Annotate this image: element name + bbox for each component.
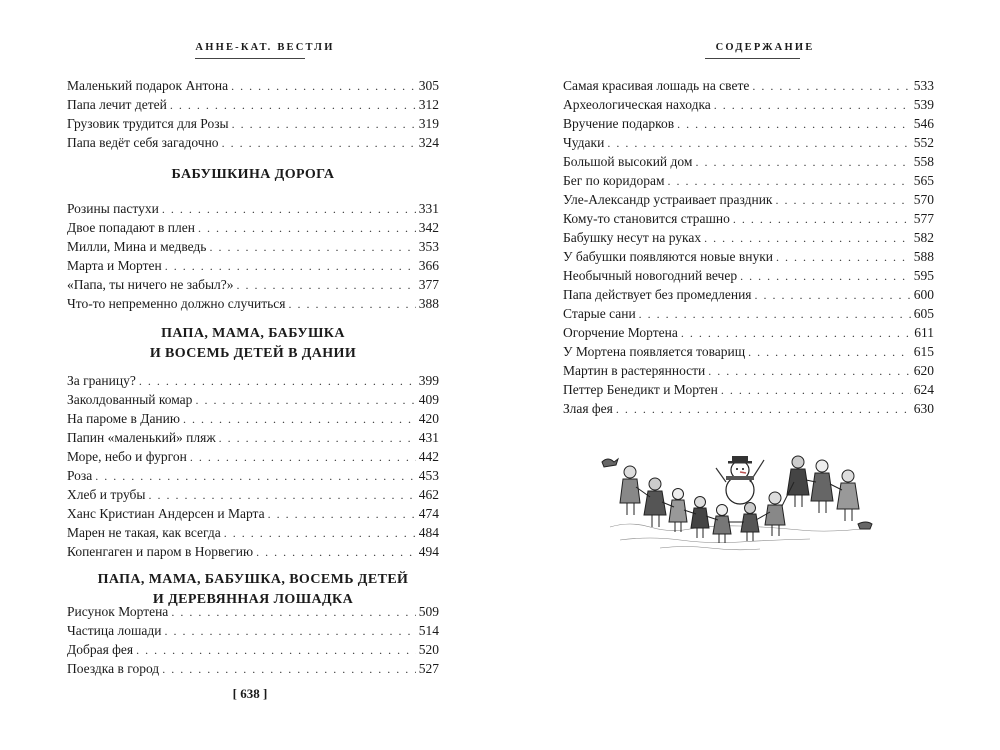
toc-entry-title: Что-то непременно должно случиться: [67, 296, 286, 311]
toc-entry-page: 588: [913, 249, 934, 264]
toc-section-1: [67, 199, 439, 313]
toc-entry-page: 570: [913, 192, 934, 207]
toc-entry-page: 409: [418, 392, 439, 407]
toc-entry-title: Мартин в растерянности: [563, 363, 706, 378]
toc-entry: [67, 542, 439, 561]
toc-leader-dots: [139, 372, 416, 391]
toc-entry-page: 377: [418, 277, 439, 292]
toc-leader-dots: [721, 381, 911, 400]
toc-entry: [67, 602, 439, 621]
toc-leader-dots: [740, 267, 911, 286]
toc-entry-title: Рисунок Мортена: [67, 604, 169, 619]
toc-entry-title: Милли, Мина и медведь: [67, 239, 207, 254]
toc-entry-title: За границу?: [67, 373, 136, 388]
toc-leader-dots: [222, 134, 416, 153]
toc-entry-page: 509: [418, 604, 439, 619]
toc-entry-title: Грузовик трудится для Розы: [67, 116, 229, 131]
right-page: [500, 0, 1000, 750]
toc-section-2: [67, 371, 439, 561]
toc-leader-dots: [198, 219, 416, 238]
toc-entry: [563, 171, 934, 190]
toc-entry-page: 388: [418, 296, 439, 311]
toc-entry: [67, 640, 439, 659]
toc-leader-dots: [190, 448, 416, 467]
toc-entry: [563, 114, 934, 133]
toc-entry-title: Старые сани: [563, 306, 636, 321]
toc-entry-page: 520: [418, 642, 439, 657]
toc-leader-dots: [231, 77, 416, 96]
toc-entry: [67, 428, 439, 447]
toc-entry: [563, 228, 934, 247]
toc-entry-page: 366: [418, 258, 439, 273]
toc-leader-dots: [639, 305, 911, 324]
toc-entry-page: 615: [913, 344, 934, 359]
toc-leader-dots: [733, 210, 911, 229]
section-heading-line-1: ПАПА, МАМА, БАБУШКА, ВОСЕМЬ ДЕТЕЙ: [97, 572, 409, 587]
toc-leader-dots: [748, 343, 911, 362]
toc-entry: [563, 285, 934, 304]
toc-leader-dots: [776, 248, 911, 267]
toc-entry-page: 605: [913, 306, 934, 321]
toc-leader-dots: [289, 295, 416, 314]
toc-entry-title: Папин «маленький» пляж: [67, 430, 216, 445]
toc-leader-dots: [170, 96, 416, 115]
section-heading-line-2: И ВОСЕМЬ ДЕТЕЙ В ДАНИИ: [149, 346, 357, 361]
toc-entry-title: Бабушку несут на руках: [563, 230, 702, 245]
toc-entry-page: 431: [418, 430, 439, 445]
toc-entry-title: Добрая фея: [67, 642, 134, 657]
toc-entry-page: 331: [418, 201, 439, 216]
toc-entry-page: 353: [418, 239, 439, 254]
toc-leader-dots: [668, 172, 911, 191]
toc-leader-dots: [183, 410, 416, 429]
running-head-author: АННЕ-КАТ. ВЕСТЛИ: [195, 42, 335, 53]
toc-entry: [67, 76, 439, 95]
toc-entry: [67, 390, 439, 409]
toc-entry-page: 442: [418, 449, 439, 464]
toc-entry-page: 595: [913, 268, 934, 283]
toc-leader-dots: [162, 660, 416, 679]
toc-entry-title: Поездка в город: [67, 661, 160, 676]
toc-entry-page: 624: [913, 382, 934, 397]
toc-entry-title: Заколдованный комар: [67, 392, 193, 407]
toc-entry: [67, 133, 439, 152]
toc-entry: [563, 399, 934, 418]
toc-entry-title: Петтер Бенедикт и Мортен: [563, 382, 718, 397]
toc-entry-title: Необычный новогодний вечер: [563, 268, 738, 283]
toc-entry-page: 484: [418, 525, 439, 540]
toc-entry-title: Роза: [67, 468, 93, 483]
toc-entry-page: 577: [913, 211, 934, 226]
toc-entry-page: 342: [418, 220, 439, 235]
section-heading-babushkina-doroga: [67, 165, 439, 185]
toc-entry: [563, 95, 934, 114]
toc-leader-dots: [95, 467, 416, 486]
toc-leader-dots: [714, 96, 911, 115]
toc-right: [563, 76, 934, 418]
toc-entry-title: Марта и Мортен: [67, 258, 162, 273]
toc-entry-title: Папа лечит детей: [67, 97, 167, 112]
toc-leader-dots: [232, 115, 416, 134]
toc-entry-title: У бабушки появляются новые внуки: [563, 249, 773, 264]
toc-entry: [563, 190, 934, 209]
toc-leader-dots: [695, 153, 910, 172]
toc-section-3: [67, 602, 439, 678]
toc-entry-page: 305: [418, 78, 439, 93]
toc-leader-dots: [195, 391, 415, 410]
toc-entry: [563, 247, 934, 266]
toc-entry-page: 565: [913, 173, 934, 188]
toc-entry: [563, 342, 934, 361]
toc-entry: [67, 275, 439, 294]
toc-entry-title: Чудаки: [563, 135, 605, 150]
toc-entry: [67, 237, 439, 256]
toc-entry: [563, 304, 934, 323]
toc-entry-page: 539: [913, 97, 934, 112]
toc-entry-page: 533: [913, 78, 934, 93]
toc-entry: [563, 323, 934, 342]
toc-entry: [67, 256, 439, 275]
toc-entry-page: 552: [913, 135, 934, 150]
toc-entry: [67, 294, 439, 313]
toc-leader-dots: [164, 622, 415, 641]
toc-entry: [67, 218, 439, 237]
toc-leader-dots: [219, 429, 416, 448]
toc-entry: [563, 266, 934, 285]
toc-leader-dots: [136, 641, 416, 660]
toc-entry-title: Бег по коридорам: [563, 173, 665, 188]
toc-entry-page: 630: [913, 401, 934, 416]
toc-entry-title: Марен не такая, как всегда: [67, 525, 221, 540]
toc-entry-page: 453: [418, 468, 439, 483]
toc-entry-title: Двое попадают в плен: [67, 220, 195, 235]
section-heading-text: БАБУШКИНА ДОРОГА: [171, 167, 335, 182]
toc-leader-dots: [616, 400, 911, 419]
running-head-rule: [705, 58, 800, 59]
toc-leader-dots: [681, 324, 911, 343]
toc-entry: [67, 371, 439, 390]
toc-entry: [563, 152, 934, 171]
toc-leader-dots: [148, 486, 415, 505]
toc-leader-dots: [209, 238, 415, 257]
toc-entry-title: Злая фея: [563, 401, 613, 416]
toc-entry: [563, 76, 934, 95]
toc-leader-dots: [704, 229, 911, 248]
toc-entry-page: 420: [418, 411, 439, 426]
toc-entry-title: Уле-Александр устраивает праздник: [563, 192, 773, 207]
toc-entry-page: 558: [913, 154, 934, 169]
toc-entry-title: Маленький подарок Антона: [67, 78, 229, 93]
toc-entry: [67, 95, 439, 114]
section-heading-line-1: ПАПА, МАМА, БАБУШКА: [161, 326, 345, 341]
toc-entry: [67, 447, 439, 466]
toc-entry-title: Большой высокий дом: [563, 154, 693, 169]
toc-entry-title: Ханс Кристиан Андерсен и Марта: [67, 506, 265, 521]
page-number: [ 638 ]: [232, 686, 268, 701]
toc-entry-page: 399: [418, 373, 439, 388]
toc-entry-title: Огорчение Мортена: [563, 325, 678, 340]
toc-entry-page: 620: [913, 363, 934, 378]
toc-entry-page: 319: [418, 116, 439, 131]
toc-entry: [67, 466, 439, 485]
toc-entry: [67, 199, 439, 218]
toc-leader-dots: [776, 191, 911, 210]
toc-entry-title: Копенгаген и паром в Норвегию: [67, 544, 254, 559]
toc-leader-dots: [607, 134, 910, 153]
toc-entry: [563, 361, 934, 380]
toc-entry-page: 474: [418, 506, 439, 521]
toc-leader-dots: [224, 524, 416, 543]
toc-leader-dots: [162, 200, 416, 219]
toc-leader-dots: [752, 77, 910, 96]
toc-leader-dots: [165, 257, 416, 276]
toc-entry-title: На пароме в Данию: [67, 411, 180, 426]
toc-entry-title: Самая красивая лошадь на свете: [563, 78, 750, 93]
toc-leader-dots: [755, 286, 911, 305]
running-head-contents: СОДЕРЖАНИЕ: [715, 42, 815, 53]
toc-entry-title: Море, небо и фургон: [67, 449, 187, 464]
toc-leader-dots: [171, 603, 415, 622]
toc-entry-title: «Папа, ты ничего не забыл?»: [67, 277, 234, 292]
toc-entry: [67, 485, 439, 504]
toc-entry: [563, 209, 934, 228]
snowman-icon: [716, 456, 764, 504]
toc-leader-dots: [237, 276, 416, 295]
toc-entry-title: Хлеб и трубы: [67, 487, 146, 502]
toc-entry-title: Папа ведёт себя загадочно: [67, 135, 219, 150]
toc-entry-page: 611: [914, 325, 934, 340]
snowman-round-dance-illustration: [600, 432, 880, 552]
toc-block-1: [67, 76, 439, 152]
toc-entry-page: 462: [418, 487, 439, 502]
toc-entry-page: 600: [913, 287, 934, 302]
section-heading-line-2: И ДЕРЕВЯННАЯ ЛОШАДКА: [152, 592, 354, 607]
toc-entry: [67, 659, 439, 678]
section-heading-denmark: [67, 324, 439, 364]
toc-leader-dots: [256, 543, 416, 562]
toc-entry-page: 546: [913, 116, 934, 131]
toc-entry-page: 494: [418, 544, 439, 559]
toc-entry-title: У Мортена появляется товарищ: [563, 344, 746, 359]
toc-leader-dots: [677, 115, 911, 134]
toc-entry-title: Археологическая находка: [563, 97, 711, 112]
toc-entry-page: 582: [913, 230, 934, 245]
toc-entry-title: Розины пастухи: [67, 201, 159, 216]
toc-entry: [67, 409, 439, 428]
toc-entry: [67, 621, 439, 640]
toc-entry: [67, 523, 439, 542]
toc-entry: [67, 504, 439, 523]
toc-entry: [67, 114, 439, 133]
toc-entry: [563, 380, 934, 399]
toc-entry: [563, 133, 934, 152]
toc-entry-page: 514: [418, 623, 439, 638]
toc-entry-page: 527: [418, 661, 439, 676]
toc-leader-dots: [268, 505, 416, 524]
toc-entry-page: 312: [418, 97, 439, 112]
toc-leader-dots: [708, 362, 910, 381]
toc-entry-page: 324: [418, 135, 439, 150]
toc-entry-title: Кому-то становится страшно: [563, 211, 730, 226]
toc-entry-title: Вручение подарков: [563, 116, 675, 131]
toc-entry-title: Частица лошади: [67, 623, 162, 638]
toc-entry-title: Папа действует без промедления: [563, 287, 752, 302]
running-head-rule: [195, 58, 305, 59]
